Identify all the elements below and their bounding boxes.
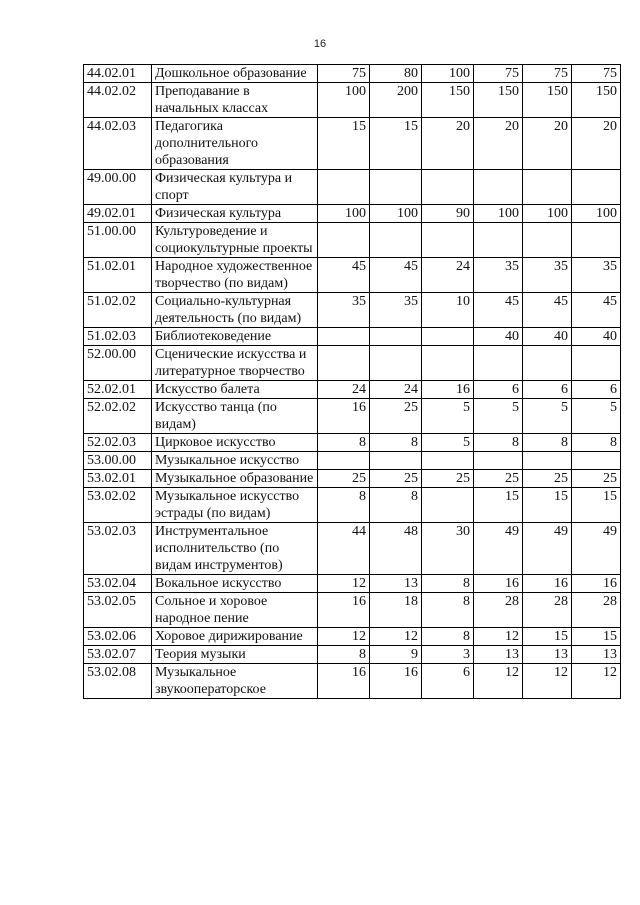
value-cell <box>370 170 422 205</box>
value-cell <box>474 346 523 381</box>
specialty-code-cell: 44.02.03 <box>84 118 152 170</box>
value-cell: 100 <box>370 205 422 223</box>
table-row <box>84 575 621 593</box>
value-cell <box>572 452 621 470</box>
value-cell <box>422 452 474 470</box>
value-cell: 5 <box>474 399 523 434</box>
value-cell: 8 <box>422 593 474 628</box>
table-row <box>84 346 621 381</box>
specialty-name-cell: Музыкальное искусство эстрады (по видам) <box>152 488 318 523</box>
value-cell: 45 <box>572 293 621 328</box>
value-cell <box>474 223 523 258</box>
value-cell: 6 <box>422 664 474 699</box>
value-cell: 12 <box>474 664 523 699</box>
value-cell: 35 <box>318 293 370 328</box>
value-cell <box>422 346 474 381</box>
specialty-name-cell: Искусство балета <box>152 381 318 399</box>
specialty-name-cell: Преподавание в начальных классах <box>152 83 318 118</box>
specialty-code-cell: 53.02.07 <box>84 646 152 664</box>
value-cell: 8 <box>572 434 621 452</box>
value-cell: 35 <box>523 258 572 293</box>
value-cell: 150 <box>572 83 621 118</box>
value-cell: 8 <box>370 434 422 452</box>
value-cell: 15 <box>572 628 621 646</box>
specialty-code-cell: 51.02.02 <box>84 293 152 328</box>
value-cell: 200 <box>370 83 422 118</box>
value-cell: 45 <box>318 258 370 293</box>
specialty-name-cell: Сольное и хоровое народное пение <box>152 593 318 628</box>
value-cell: 15 <box>318 118 370 170</box>
value-cell <box>523 170 572 205</box>
value-cell: 150 <box>523 83 572 118</box>
value-cell: 45 <box>523 293 572 328</box>
specialty-code-cell: 53.02.04 <box>84 575 152 593</box>
value-cell <box>318 223 370 258</box>
table-row <box>84 434 621 452</box>
value-cell <box>572 223 621 258</box>
value-cell: 3 <box>422 646 474 664</box>
specialty-name-cell: Цирковое искусство <box>152 434 318 452</box>
page-number: 16 <box>313 38 327 50</box>
value-cell: 9 <box>370 646 422 664</box>
value-cell: 150 <box>474 83 523 118</box>
value-cell: 15 <box>572 488 621 523</box>
table-row <box>84 646 621 664</box>
value-cell: 16 <box>370 664 422 699</box>
specialty-code-cell: 53.02.08 <box>84 664 152 699</box>
value-cell <box>370 223 422 258</box>
specialty-name-cell: Народное художественное творчество (по видам) <box>152 258 318 293</box>
value-cell: 16 <box>318 664 370 699</box>
value-cell: 12 <box>370 628 422 646</box>
value-cell: 24 <box>370 381 422 399</box>
specialty-name-cell: Искусство танца (по видам) <box>152 399 318 434</box>
value-cell: 12 <box>572 664 621 699</box>
value-cell <box>422 328 474 346</box>
specialty-name-cell: Физическая культура и спорт <box>152 170 318 205</box>
value-cell: 150 <box>422 83 474 118</box>
value-cell: 16 <box>422 381 474 399</box>
specialty-code-cell: 53.02.02 <box>84 488 152 523</box>
value-cell: 100 <box>422 65 474 83</box>
table-row <box>84 170 621 205</box>
value-cell: 20 <box>474 118 523 170</box>
value-cell: 100 <box>523 205 572 223</box>
value-cell: 15 <box>523 628 572 646</box>
value-cell <box>523 223 572 258</box>
value-cell: 12 <box>523 664 572 699</box>
table-row <box>84 381 621 399</box>
value-cell: 45 <box>370 258 422 293</box>
value-cell: 40 <box>523 328 572 346</box>
value-cell <box>523 346 572 381</box>
value-cell: 75 <box>474 65 523 83</box>
specialty-name-cell: Музыкальное искусство <box>152 452 318 470</box>
value-cell: 13 <box>572 646 621 664</box>
specialty-name-cell: Педагогика дополнительного образования <box>152 118 318 170</box>
value-cell: 28 <box>523 593 572 628</box>
table-row <box>84 628 621 646</box>
value-cell: 20 <box>523 118 572 170</box>
value-cell: 75 <box>572 65 621 83</box>
value-cell <box>572 170 621 205</box>
specialty-code-cell: 52.02.01 <box>84 381 152 399</box>
specialty-name-cell: Дошкольное образование <box>152 65 318 83</box>
value-cell: 100 <box>318 83 370 118</box>
value-cell: 25 <box>370 399 422 434</box>
specialty-code-cell: 53.02.01 <box>84 470 152 488</box>
specialty-code-cell: 53.02.03 <box>84 523 152 575</box>
specialty-name-cell: Инструментальное исполнительство (по видам инструментов) <box>152 523 318 575</box>
value-cell: 15 <box>523 488 572 523</box>
value-cell: 12 <box>474 628 523 646</box>
value-cell <box>422 170 474 205</box>
value-cell <box>572 346 621 381</box>
value-cell: 18 <box>370 593 422 628</box>
table-row <box>84 470 621 488</box>
specialty-code-cell: 52.02.03 <box>84 434 152 452</box>
value-cell: 16 <box>474 575 523 593</box>
value-cell: 30 <box>422 523 474 575</box>
value-cell: 5 <box>572 399 621 434</box>
value-cell: 80 <box>370 65 422 83</box>
specialty-code-cell: 53.02.06 <box>84 628 152 646</box>
value-cell: 6 <box>523 381 572 399</box>
specialty-name-cell: Вокальное искусство <box>152 575 318 593</box>
specialty-code-cell: 49.00.00 <box>84 170 152 205</box>
value-cell: 8 <box>422 575 474 593</box>
value-cell: 28 <box>572 593 621 628</box>
value-cell: 75 <box>523 65 572 83</box>
value-cell: 48 <box>370 523 422 575</box>
value-cell: 25 <box>422 470 474 488</box>
table-row <box>84 328 621 346</box>
specialty-name-cell: Теория музыки <box>152 646 318 664</box>
value-cell: 45 <box>474 293 523 328</box>
value-cell: 49 <box>474 523 523 575</box>
specialty-name-cell: Библиотековедение <box>152 328 318 346</box>
value-cell: 25 <box>370 470 422 488</box>
table-row <box>84 664 621 699</box>
value-cell: 5 <box>422 434 474 452</box>
table-row <box>84 593 621 628</box>
value-cell <box>422 488 474 523</box>
value-cell: 49 <box>523 523 572 575</box>
specialty-name-cell: Хоровое дирижирование <box>152 628 318 646</box>
value-cell: 100 <box>572 205 621 223</box>
value-cell <box>474 452 523 470</box>
table-row <box>84 293 621 328</box>
table-row <box>84 258 621 293</box>
value-cell: 16 <box>318 593 370 628</box>
value-cell <box>370 346 422 381</box>
value-cell: 13 <box>474 646 523 664</box>
table-row <box>84 452 621 470</box>
specialty-code-cell: 53.02.05 <box>84 593 152 628</box>
table-row <box>84 205 621 223</box>
specialty-name-cell: Сценические искусства и литературное творчество <box>152 346 318 381</box>
specialty-code-cell: 53.00.00 <box>84 452 152 470</box>
value-cell: 44 <box>318 523 370 575</box>
value-cell: 25 <box>318 470 370 488</box>
value-cell <box>474 170 523 205</box>
value-cell: 5 <box>523 399 572 434</box>
value-cell: 35 <box>474 258 523 293</box>
value-cell <box>370 328 422 346</box>
value-cell: 100 <box>474 205 523 223</box>
table-row <box>84 523 621 575</box>
specialty-name-cell: Культуроведение и социокультурные проекты <box>152 223 318 258</box>
value-cell: 6 <box>474 381 523 399</box>
specialty-code-cell: 51.02.01 <box>84 258 152 293</box>
specialty-code-cell: 44.02.01 <box>84 65 152 83</box>
value-cell <box>318 170 370 205</box>
specialty-code-cell: 44.02.02 <box>84 83 152 118</box>
value-cell: 15 <box>370 118 422 170</box>
value-cell: 13 <box>523 646 572 664</box>
value-cell <box>370 452 422 470</box>
value-cell <box>318 328 370 346</box>
value-cell: 40 <box>572 328 621 346</box>
table-row <box>84 65 621 83</box>
value-cell: 8 <box>422 628 474 646</box>
value-cell: 75 <box>318 65 370 83</box>
value-cell: 5 <box>422 399 474 434</box>
value-cell: 8 <box>318 646 370 664</box>
value-cell: 8 <box>318 434 370 452</box>
table-row <box>84 399 621 434</box>
value-cell: 12 <box>318 575 370 593</box>
value-cell: 40 <box>474 328 523 346</box>
value-cell: 90 <box>422 205 474 223</box>
specialty-code-cell: 51.00.00 <box>84 223 152 258</box>
value-cell: 35 <box>572 258 621 293</box>
value-cell: 16 <box>572 575 621 593</box>
value-cell: 49 <box>572 523 621 575</box>
specialties-table <box>83 64 621 699</box>
value-cell: 24 <box>318 381 370 399</box>
value-cell <box>523 452 572 470</box>
value-cell: 6 <box>572 381 621 399</box>
value-cell: 20 <box>572 118 621 170</box>
value-cell: 25 <box>572 470 621 488</box>
value-cell: 28 <box>474 593 523 628</box>
value-cell: 8 <box>318 488 370 523</box>
value-cell: 12 <box>318 628 370 646</box>
specialty-name-cell: Социально-культурная деятельность (по видам) <box>152 293 318 328</box>
value-cell: 24 <box>422 258 474 293</box>
specialty-code-cell: 49.02.01 <box>84 205 152 223</box>
value-cell: 16 <box>318 399 370 434</box>
value-cell <box>422 223 474 258</box>
specialty-code-cell: 52.02.02 <box>84 399 152 434</box>
value-cell: 25 <box>474 470 523 488</box>
specialty-name-cell: Физическая культура <box>152 205 318 223</box>
table-row <box>84 488 621 523</box>
value-cell: 10 <box>422 293 474 328</box>
value-cell <box>318 452 370 470</box>
value-cell: 16 <box>523 575 572 593</box>
specialty-name-cell: Музыкальное звукооператорское <box>152 664 318 699</box>
specialty-code-cell: 51.02.03 <box>84 328 152 346</box>
value-cell: 8 <box>370 488 422 523</box>
table-row <box>84 83 621 118</box>
value-cell: 15 <box>474 488 523 523</box>
value-cell: 25 <box>523 470 572 488</box>
specialty-name-cell: Музыкальное образование <box>152 470 318 488</box>
value-cell: 8 <box>474 434 523 452</box>
value-cell: 8 <box>523 434 572 452</box>
value-cell: 13 <box>370 575 422 593</box>
value-cell: 100 <box>318 205 370 223</box>
value-cell: 35 <box>370 293 422 328</box>
value-cell <box>318 346 370 381</box>
table-body <box>84 65 621 699</box>
table-row <box>84 118 621 170</box>
specialty-code-cell: 52.00.00 <box>84 346 152 381</box>
table-row <box>84 223 621 258</box>
value-cell: 20 <box>422 118 474 170</box>
